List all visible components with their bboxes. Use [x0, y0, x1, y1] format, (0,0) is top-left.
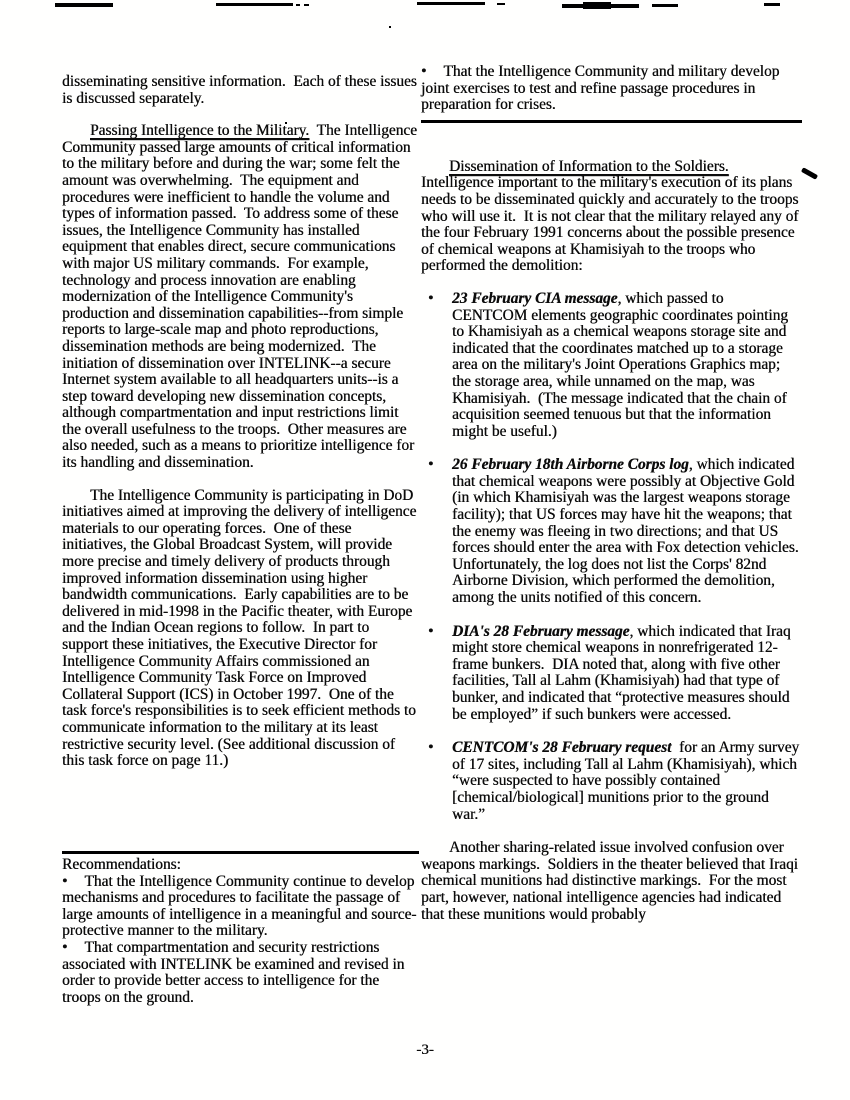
list-item-dia-message — [421, 624, 802, 724]
left-column — [62, 73, 421, 770]
paragraph-passing-intelligence — [62, 122, 421, 472]
scan-artifact-blob — [583, 2, 611, 9]
scan-artifact-bar — [55, 3, 113, 7]
recommendations-bottom-rule — [421, 120, 802, 123]
scan-artifact-bar — [417, 2, 485, 5]
bullet-icon: • — [428, 456, 434, 474]
list-item-lead: DIA's 28 February message — [452, 622, 630, 640]
scan-artifact-speck — [389, 26, 391, 28]
recommendation-text: That the Intelligence Community continue to develop mechanisms and procedures to facilitate the passage of large amounts of intelligence in a meaningful and source-protective manner to the military. — [62, 872, 419, 940]
section-body: The Intelligence Community passed large amounts of critical information to the military before and during the war; some felt the amount was overwhelming. The equipment and procedures were inefficient to handle the volume and types of information passed. To address some of these issues, the Intelligence Community has installed equipment that enables direct, secure communications with major US military commands. For example, technology and process innovation are enabling modernization of the Intelligence Community's production and dissemination capabilities--from simple reports to large-scale map and photo reproductions, dissemination methods are being modernized. The initiation of dissemination over INTELINK--a secure Internet system available to all headquarters units--is a step toward developing new dissemination concepts, although compartmentation and input restrictions limit the overall usefulness to the troops. Other measures are also needed, such as a means to prioritize intelligence for its handling and dissemination. — [62, 122, 421, 472]
list-item-lead: 26 February 18th Airborne Corps log — [452, 456, 689, 474]
recommendations-block — [62, 851, 419, 1006]
recommendation-item — [62, 940, 419, 1006]
list-item-text — [452, 291, 802, 440]
list-item-airborne-corps-log — [421, 456, 807, 607]
bullet-icon: • — [428, 289, 434, 307]
scan-artifact-dot — [497, 3, 505, 5]
scan-artifact-bar — [216, 3, 293, 6]
bullet-icon: • — [428, 739, 434, 757]
paragraph-dod-initiatives: The Intelligence Community is participating in DoD initiatives aimed at improving the delivery of intelligence materials to our operating forces. One of these initiatives, the Global Broadcast System, will provide more precise and timely delivery of products through improved information dissemination using higher bandwidth communications. Early capabilities are to be delivered in mid-1998 in the Pacific theater, with Europe and the Indian Ocean regions to follow. In part to support these initiatives, the Executive Director for Intelligence Community Affairs commissioned an Intelligence Community Task Force on Improved Collateral Support (ICS) in October 1997. One of the task force's responsibilities is to seek efficient methods to communicate information to the military at its least restrictive security level. (See additional discussion of this task force on page 11.) — [62, 486, 421, 770]
bullet-icon: • — [62, 872, 68, 890]
bullet-icon: • — [62, 938, 68, 956]
recommendations-heading: Recommendations: — [62, 856, 181, 873]
page-number: -3- — [416, 1042, 434, 1058]
list-item-body: , which passed to CENTCOM elements geographic coordinates pointing to Khamisiyah as a chemical weapons storage site and indicated that the coordinates matched up to a storage area on the military's Joint Operations Graphics map; the storage area, while unnamed on the map, was Khamisiyah. (The message indicated that the chain of acquisition seemed tenuous but that the information might be useful.) — [452, 289, 792, 440]
recommendation-text: That the Intelligence Community and military develop joint exercises to test and refine passage procedures in preparation for crises. — [421, 63, 784, 114]
paragraph-intro: disseminating sensitive information. Each of these issues is discussed separately. — [62, 73, 421, 107]
paragraph-weapons-markings: Another sharing-related issue involved confusion over weapons markings. Soldiers in the theater believed that Iraqi chemical munitions had distinctive markings. For the most part, however, national intelligence agencies had indicated that these munitions would probably — [421, 839, 802, 923]
right-column — [421, 63, 807, 923]
list-item-body: , which indicated that chemical weapons were possibly at Objective Gold (in which Khamisiyah was the largest weapons storage facility); that US forces may have hit the weapons; that the enemy was fleeing in two directions; and that US forces should enter the area with Fox detection vehicles. Unfortunately, the log does not list the Corps' 82nd Airborne Division, which performed the demolition, among the units notified of this concern. — [452, 456, 807, 607]
section-heading-dissemination: Dissemination of Information to the Soldiers. — [449, 157, 729, 175]
list-item-lead: CENTCOM's 28 February request — [452, 739, 672, 757]
list-item-cia-message — [421, 291, 802, 440]
scan-artifact-dot — [296, 4, 300, 6]
recommendation-text: That compartmentation and security restrictions associated with INTELINK be examined and revised in order to provide better access to intelligence for the troops on the ground. — [62, 938, 409, 1006]
scan-artifact-bar — [764, 3, 780, 6]
scan-artifact-dot — [304, 4, 309, 6]
list-item-body: , which indicated that Iraq might store chemical weapons in nonrefrigerated 12-frame bunkers. DIA noted that, along with five other facilities, Tall al Lahm (Khamisiyah) had that type of bunker, and indicated that “protective measures should be employed” if such bunkers were accessed. — [452, 622, 795, 723]
recommendation-item — [62, 874, 419, 940]
section-body: Intelligence important to the military's execution of its plans needs to be disseminated quickly and accurately to the troops who will use it. It is not clear that the military relayed any of the four February 1991 concerns about the possible presence of chemical weapons at Khamisiyah to the troops who performed the demolition: — [421, 157, 803, 275]
pen-mark-artifact — [801, 167, 818, 180]
bullet-icon: • — [428, 622, 434, 640]
list-item-text — [452, 456, 807, 607]
bullet-icon: • — [421, 63, 427, 80]
scan-artifact-bar — [652, 4, 678, 7]
section-heading-passing-intelligence: Passing Intelligence to the Military. — [90, 122, 310, 140]
list-item-lead: 23 February CIA message — [452, 289, 618, 307]
recommendations-top-rule — [62, 851, 419, 854]
list-item-body: for an Army survey of 17 sites, including Tall al Lahm (Khamisiyah), which “were suspected to have possibly contained [chemical/biological] munitions prior to the ground war.” — [452, 739, 804, 823]
list-item-text — [452, 624, 802, 724]
paragraph-dissemination — [421, 159, 802, 275]
recommendation-item-continued — [421, 64, 802, 114]
list-item-text — [452, 740, 802, 823]
list-item-centcom-request — [421, 740, 802, 823]
